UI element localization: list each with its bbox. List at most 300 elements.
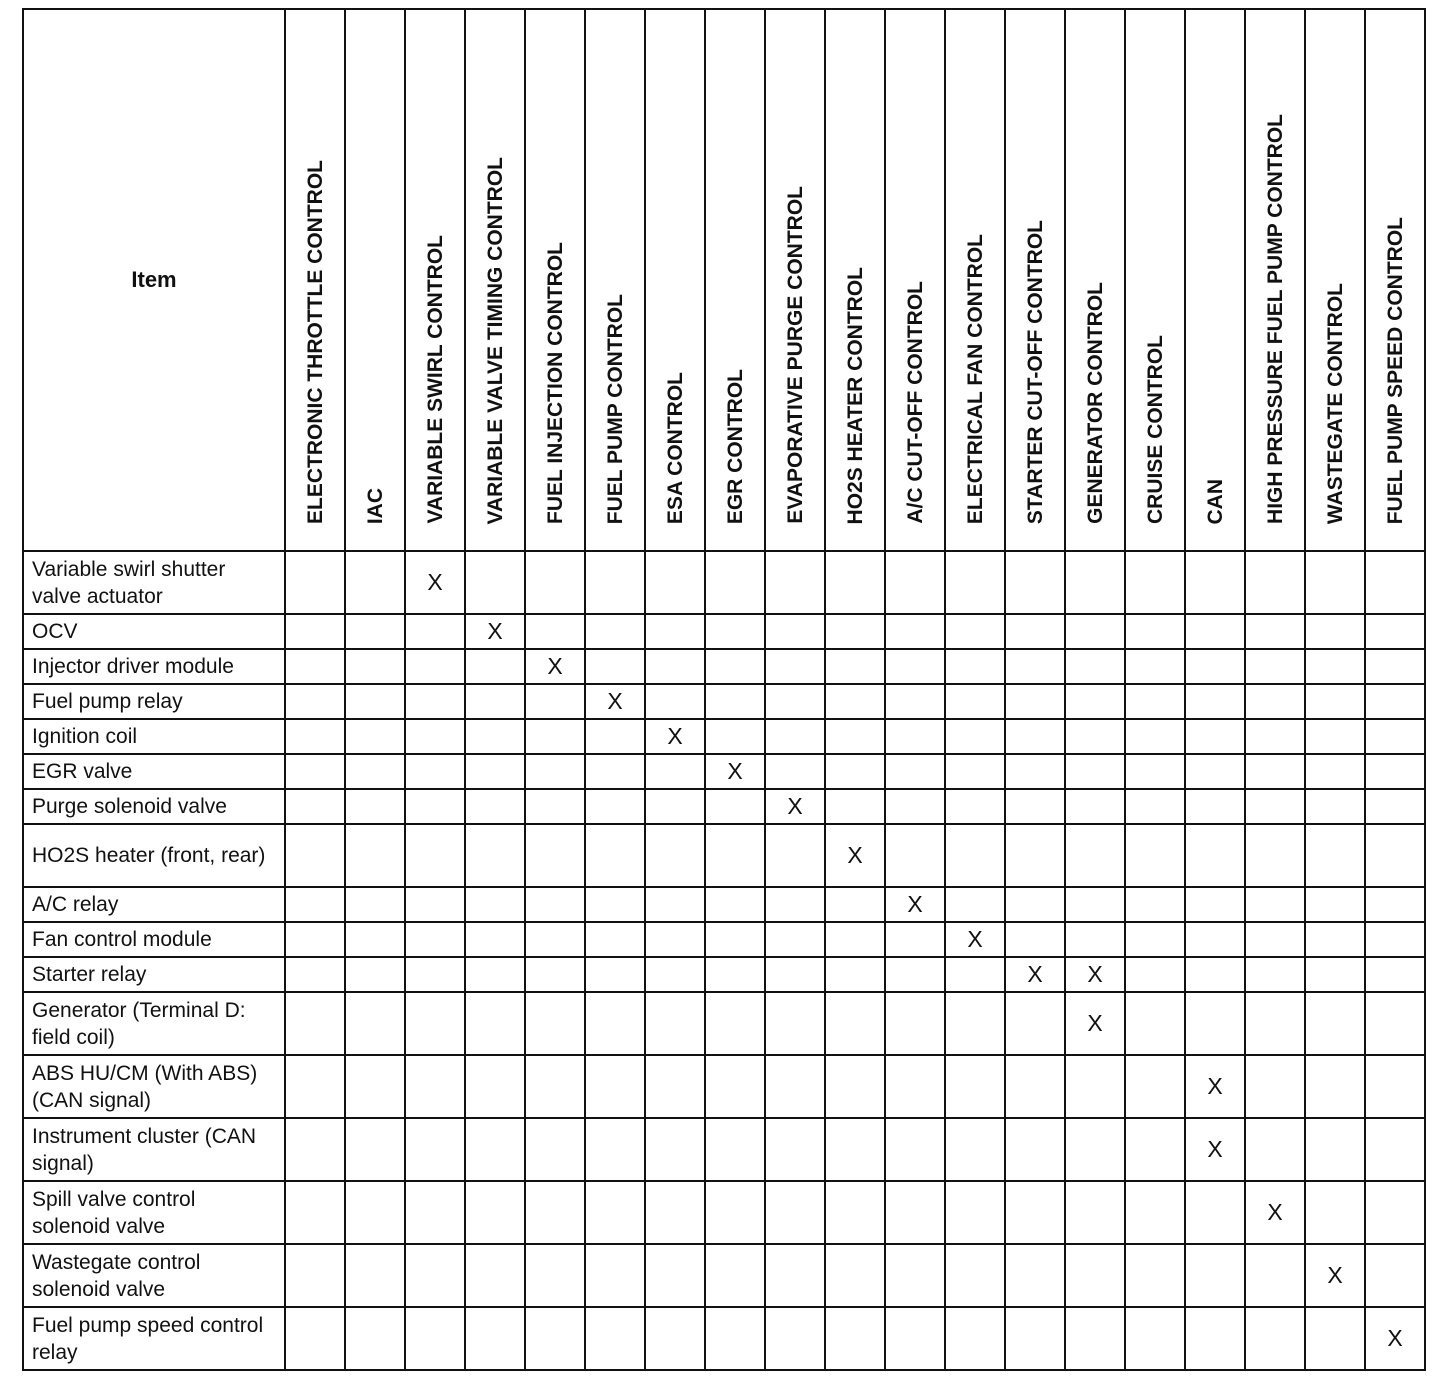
- matrix-cell: [825, 1181, 885, 1244]
- matrix-cell: [1245, 957, 1305, 992]
- matrix-cell: [1185, 684, 1245, 719]
- matrix-cell: [705, 789, 765, 824]
- matrix-cell: X: [1245, 1181, 1305, 1244]
- matrix-cell: [825, 957, 885, 992]
- matrix-cell: [885, 614, 945, 649]
- matrix-cell: X: [405, 551, 465, 614]
- matrix-cell: [585, 824, 645, 887]
- matrix-cell: [1125, 887, 1185, 922]
- matrix-cell: [1185, 824, 1245, 887]
- matrix-cell: [885, 1118, 945, 1181]
- matrix-cell: [645, 922, 705, 957]
- matrix-cell: X: [1365, 1307, 1425, 1370]
- matrix-cell: [1245, 1118, 1305, 1181]
- matrix-cell: [765, 719, 825, 754]
- matrix-cell: [1365, 992, 1425, 1055]
- matrix-cell: [1005, 649, 1065, 684]
- matrix-cell: [825, 789, 885, 824]
- table-row: [23, 1307, 1425, 1370]
- matrix-cell: [585, 614, 645, 649]
- column-header-label: VARIABLE SWIRL CONTROL: [423, 235, 447, 524]
- matrix-cell: [525, 824, 585, 887]
- row-item-label: OCV: [23, 614, 285, 649]
- matrix-cell: [645, 789, 705, 824]
- column-header-label: CAN: [1203, 478, 1227, 524]
- table-row: [23, 1181, 1425, 1244]
- matrix-cell: [465, 551, 525, 614]
- matrix-cell: [1005, 1181, 1065, 1244]
- matrix-cell: [1245, 922, 1305, 957]
- matrix-cell: [465, 1181, 525, 1244]
- matrix-cell: [765, 824, 825, 887]
- matrix-cell: [885, 754, 945, 789]
- column-header-label: VARIABLE VALVE TIMING CONTROL: [483, 156, 507, 524]
- matrix-cell: [825, 1118, 885, 1181]
- column-header: [585, 9, 645, 551]
- matrix-cell: [285, 1181, 345, 1244]
- matrix-cell: [765, 957, 825, 992]
- matrix-cell: [345, 887, 405, 922]
- matrix-cell: [885, 992, 945, 1055]
- matrix-cell: [645, 1181, 705, 1244]
- matrix-cell: [825, 551, 885, 614]
- column-header: [1305, 9, 1365, 551]
- matrix-cell: [825, 1055, 885, 1118]
- matrix-cell: [345, 1055, 405, 1118]
- matrix-cell: [885, 1055, 945, 1118]
- table-row: [23, 649, 1425, 684]
- matrix-cell: [645, 992, 705, 1055]
- matrix-cell: [705, 992, 765, 1055]
- matrix-cell: [525, 551, 585, 614]
- column-header: [525, 9, 585, 551]
- matrix-cell: [405, 719, 465, 754]
- matrix-cell: [1125, 649, 1185, 684]
- matrix-cell: [1365, 649, 1425, 684]
- matrix-cell: [1185, 1244, 1245, 1307]
- matrix-cell: X: [1185, 1055, 1245, 1118]
- column-header: [885, 9, 945, 551]
- matrix-cell: [1365, 1118, 1425, 1181]
- matrix-cell: [1185, 719, 1245, 754]
- matrix-cell: [1125, 1181, 1185, 1244]
- matrix-cell: [1125, 1244, 1185, 1307]
- table-row: [23, 754, 1425, 789]
- matrix-cell: [285, 614, 345, 649]
- matrix-cell: [285, 824, 345, 887]
- column-header-label: STARTER CUT-OFF CONTROL: [1023, 219, 1047, 524]
- matrix-cell: [1065, 614, 1125, 649]
- matrix-cell: [1365, 551, 1425, 614]
- matrix-cell: [1185, 992, 1245, 1055]
- matrix-cell: X: [1185, 1118, 1245, 1181]
- matrix-cell: [1185, 789, 1245, 824]
- matrix-cell: [705, 684, 765, 719]
- matrix-cell: X: [705, 754, 765, 789]
- row-item-label: Fuel pump relay: [23, 684, 285, 719]
- matrix-cell: [1245, 551, 1305, 614]
- matrix-cell: [1245, 789, 1305, 824]
- matrix-cell: [645, 614, 705, 649]
- matrix-cell: [885, 957, 945, 992]
- matrix-cell: [945, 1307, 1005, 1370]
- matrix-cell: [885, 1307, 945, 1370]
- matrix-cell: [405, 957, 465, 992]
- row-item-label: ABS HU/CM (With ABS) (CAN signal): [23, 1055, 285, 1118]
- matrix-cell: [405, 1181, 465, 1244]
- matrix-cell: [465, 887, 525, 922]
- matrix-cell: [1245, 684, 1305, 719]
- column-header: [405, 9, 465, 551]
- matrix-cell: [1065, 887, 1125, 922]
- matrix-cell: [1005, 719, 1065, 754]
- matrix-cell: [765, 551, 825, 614]
- column-header-label: ELECTRICAL FAN CONTROL: [963, 233, 987, 524]
- matrix-cell: X: [1065, 992, 1125, 1055]
- matrix-cell: [1365, 754, 1425, 789]
- matrix-cell: [945, 719, 1005, 754]
- matrix-cell: [1005, 824, 1065, 887]
- matrix-cell: [285, 922, 345, 957]
- row-item-label: Wastegate control solenoid valve: [23, 1244, 285, 1307]
- matrix-cell: [1005, 754, 1065, 789]
- matrix-cell: [705, 551, 765, 614]
- matrix-cell: X: [825, 824, 885, 887]
- table-row: [23, 887, 1425, 922]
- matrix-cell: [825, 1307, 885, 1370]
- row-item-label: Variable swirl shutter valve actuator: [23, 551, 285, 614]
- matrix-cell: [825, 1244, 885, 1307]
- matrix-cell: [765, 1055, 825, 1118]
- matrix-cell: [945, 1244, 1005, 1307]
- table-row: [23, 551, 1425, 614]
- matrix-cell: [645, 824, 705, 887]
- matrix-cell: [1065, 1307, 1125, 1370]
- matrix-cell: [825, 719, 885, 754]
- matrix-cell: [945, 887, 1005, 922]
- matrix-cell: [465, 789, 525, 824]
- row-item-label: Purge solenoid valve: [23, 789, 285, 824]
- column-header: [1065, 9, 1125, 551]
- matrix-cell: [1185, 1307, 1245, 1370]
- matrix-cell: [885, 789, 945, 824]
- matrix-cell: X: [465, 614, 525, 649]
- matrix-cell: [945, 789, 1005, 824]
- matrix-cell: [1125, 992, 1185, 1055]
- matrix-cell: [1065, 719, 1125, 754]
- column-header: [465, 9, 525, 551]
- matrix-cell: [405, 887, 465, 922]
- matrix-cell: [285, 1055, 345, 1118]
- matrix-cell: [1245, 1055, 1305, 1118]
- matrix-cell: [525, 754, 585, 789]
- matrix-cell: [1305, 1181, 1365, 1244]
- matrix-cell: [1305, 1055, 1365, 1118]
- matrix-cell: [765, 887, 825, 922]
- matrix-cell: [1125, 1118, 1185, 1181]
- matrix-cell: [645, 551, 705, 614]
- matrix-cell: [1185, 1181, 1245, 1244]
- matrix-cell: [1305, 1307, 1365, 1370]
- matrix-cell: [1185, 754, 1245, 789]
- matrix-cell: [465, 922, 525, 957]
- matrix-cell: X: [585, 684, 645, 719]
- matrix-cell: [1305, 922, 1365, 957]
- matrix-cell: [1005, 887, 1065, 922]
- matrix-cell: [1365, 922, 1425, 957]
- matrix-cell: [765, 1307, 825, 1370]
- matrix-cell: [765, 922, 825, 957]
- matrix-cell: [1365, 719, 1425, 754]
- matrix-cell: [345, 649, 405, 684]
- matrix-cell: [1365, 957, 1425, 992]
- matrix-cell: [1305, 649, 1365, 684]
- matrix-cell: [1065, 1244, 1125, 1307]
- matrix-cell: [345, 754, 405, 789]
- matrix-cell: [525, 922, 585, 957]
- matrix-cell: [1185, 922, 1245, 957]
- matrix-cell: [345, 1181, 405, 1244]
- matrix-cell: [585, 649, 645, 684]
- matrix-cell: [705, 922, 765, 957]
- matrix-cell: [285, 1307, 345, 1370]
- matrix-cell: [885, 719, 945, 754]
- matrix-cell: [285, 649, 345, 684]
- matrix-cell: [1305, 957, 1365, 992]
- column-header: [705, 9, 765, 551]
- matrix-cell: [1005, 992, 1065, 1055]
- matrix-cell: [1005, 1118, 1065, 1181]
- matrix-cell: [705, 957, 765, 992]
- matrix-cell: [945, 1118, 1005, 1181]
- matrix-cell: [465, 957, 525, 992]
- header-row: [23, 9, 1425, 551]
- matrix-cell: [345, 551, 405, 614]
- matrix-cell: [1125, 754, 1185, 789]
- matrix-cell: [285, 754, 345, 789]
- matrix-cell: [1305, 551, 1365, 614]
- matrix-cell: [945, 957, 1005, 992]
- matrix-cell: [1185, 649, 1245, 684]
- matrix-cell: [705, 1181, 765, 1244]
- matrix-cell: [585, 754, 645, 789]
- matrix-cell: [285, 789, 345, 824]
- matrix-cell: [345, 789, 405, 824]
- matrix-cell: [345, 992, 405, 1055]
- matrix-cell: [405, 1307, 465, 1370]
- matrix-cell: [945, 992, 1005, 1055]
- matrix-cell: [1365, 1181, 1425, 1244]
- matrix-cell: [1125, 1307, 1185, 1370]
- column-header-label: HO2S HEATER CONTROL: [843, 266, 867, 524]
- matrix-cell: [1125, 1055, 1185, 1118]
- matrix-cell: X: [525, 649, 585, 684]
- matrix-cell: [1065, 754, 1125, 789]
- matrix-cell: [345, 719, 405, 754]
- column-header-label: FUEL INJECTION CONTROL: [543, 242, 567, 524]
- matrix-cell: [1245, 824, 1305, 887]
- matrix-cell: [1365, 684, 1425, 719]
- matrix-cell: X: [945, 922, 1005, 957]
- matrix-cell: [405, 649, 465, 684]
- matrix-cell: [765, 992, 825, 1055]
- matrix-cell: [405, 1055, 465, 1118]
- matrix-cell: [585, 1118, 645, 1181]
- column-header: [1365, 9, 1425, 551]
- matrix-cell: [765, 754, 825, 789]
- matrix-cell: [1005, 684, 1065, 719]
- matrix-cell: [345, 1118, 405, 1181]
- matrix-cell: [1305, 789, 1365, 824]
- matrix-cell: [285, 684, 345, 719]
- matrix-cell: [825, 684, 885, 719]
- matrix-cell: [1005, 789, 1065, 824]
- table-row: [23, 684, 1425, 719]
- column-header: [285, 9, 345, 551]
- matrix-cell: [525, 789, 585, 824]
- matrix-cell: [765, 649, 825, 684]
- column-header: [1245, 9, 1305, 551]
- matrix-cell: [705, 1244, 765, 1307]
- matrix-cell: [1125, 551, 1185, 614]
- matrix-cell: [405, 824, 465, 887]
- matrix-cell: [585, 957, 645, 992]
- matrix-cell: X: [1005, 957, 1065, 992]
- matrix-cell: [405, 754, 465, 789]
- row-item-label: A/C relay: [23, 887, 285, 922]
- matrix-cell: [645, 957, 705, 992]
- matrix-cell: [885, 649, 945, 684]
- matrix-cell: [885, 551, 945, 614]
- matrix-cell: [1065, 922, 1125, 957]
- matrix-cell: [825, 992, 885, 1055]
- matrix-cell: [705, 1118, 765, 1181]
- matrix-cell: [765, 614, 825, 649]
- matrix-cell: [645, 754, 705, 789]
- matrix-cell: [525, 1307, 585, 1370]
- matrix-cell: [465, 754, 525, 789]
- matrix-cell: [285, 957, 345, 992]
- row-item-label: Spill valve control solenoid valve: [23, 1181, 285, 1244]
- table-row: [23, 789, 1425, 824]
- matrix-cell: [1005, 1055, 1065, 1118]
- matrix-cell: [1065, 789, 1125, 824]
- matrix-cell: [1125, 824, 1185, 887]
- table-row: [23, 1055, 1425, 1118]
- matrix-cell: [1365, 887, 1425, 922]
- matrix-cell: [525, 1055, 585, 1118]
- matrix-cell: [345, 1307, 405, 1370]
- column-header: [345, 9, 405, 551]
- matrix-cell: [1125, 614, 1185, 649]
- matrix-cell: [645, 1118, 705, 1181]
- row-item-label: HO2S heater (front, rear): [23, 824, 285, 887]
- matrix-cell: [1065, 551, 1125, 614]
- matrix-cell: [1185, 957, 1245, 992]
- table-row: [23, 824, 1425, 887]
- matrix-cell: [945, 649, 1005, 684]
- matrix-cell: [1245, 1307, 1305, 1370]
- row-item-label: Ignition coil: [23, 719, 285, 754]
- matrix-cell: X: [1305, 1244, 1365, 1307]
- column-header: [645, 9, 705, 551]
- matrix-cell: [285, 1118, 345, 1181]
- matrix-cell: [645, 649, 705, 684]
- row-item-label: Generator (Terminal D: field coil): [23, 992, 285, 1055]
- matrix-cell: [285, 551, 345, 614]
- matrix-cell: [1065, 649, 1125, 684]
- matrix-cell: [705, 649, 765, 684]
- matrix-cell: [585, 922, 645, 957]
- matrix-cell: [885, 922, 945, 957]
- matrix-cell: [465, 992, 525, 1055]
- matrix-cell: [885, 1181, 945, 1244]
- matrix-cell: [1005, 922, 1065, 957]
- matrix-cell: [585, 719, 645, 754]
- matrix-cell: [285, 719, 345, 754]
- matrix-cell: X: [885, 887, 945, 922]
- matrix-body: [23, 551, 1425, 1370]
- matrix-cell: [345, 922, 405, 957]
- matrix-cell: [945, 754, 1005, 789]
- matrix-cell: [945, 1181, 1005, 1244]
- matrix-cell: [825, 887, 885, 922]
- matrix-cell: [1125, 957, 1185, 992]
- matrix-cell: [405, 614, 465, 649]
- matrix-cell: [345, 824, 405, 887]
- matrix-cell: [1245, 992, 1305, 1055]
- matrix-cell: [1365, 1244, 1425, 1307]
- column-header-label: IAC: [363, 487, 387, 524]
- matrix-cell: [405, 1118, 465, 1181]
- matrix-cell: [645, 1307, 705, 1370]
- matrix-cell: [405, 684, 465, 719]
- matrix-cell: [705, 1055, 765, 1118]
- matrix-cell: [1005, 551, 1065, 614]
- matrix-cell: [465, 1118, 525, 1181]
- matrix-cell: [1245, 887, 1305, 922]
- matrix-cell: [945, 1055, 1005, 1118]
- matrix-cell: [765, 1244, 825, 1307]
- column-header-label: EGR CONTROL: [723, 368, 747, 524]
- column-header-label: CRUISE CONTROL: [1143, 335, 1167, 524]
- matrix-cell: [585, 1181, 645, 1244]
- matrix-cell: [885, 824, 945, 887]
- matrix-cell: [345, 684, 405, 719]
- matrix-cell: [585, 789, 645, 824]
- row-item-label: Fuel pump speed control relay: [23, 1307, 285, 1370]
- matrix-cell: [345, 614, 405, 649]
- matrix-cell: [945, 551, 1005, 614]
- table-row: [23, 1244, 1425, 1307]
- matrix-cell: X: [645, 719, 705, 754]
- matrix-cell: [705, 887, 765, 922]
- matrix-cell: [405, 1244, 465, 1307]
- matrix-cell: [705, 1307, 765, 1370]
- matrix-cell: [1365, 614, 1425, 649]
- matrix-cell: [645, 887, 705, 922]
- matrix-cell: [825, 754, 885, 789]
- matrix-cell: X: [1065, 957, 1125, 992]
- table-row: [23, 614, 1425, 649]
- matrix-cell: [1245, 719, 1305, 754]
- matrix-cell: [645, 1244, 705, 1307]
- matrix-cell: [1005, 614, 1065, 649]
- matrix-cell: [825, 922, 885, 957]
- matrix-cell: [945, 684, 1005, 719]
- matrix-cell: [405, 992, 465, 1055]
- matrix-cell: [285, 992, 345, 1055]
